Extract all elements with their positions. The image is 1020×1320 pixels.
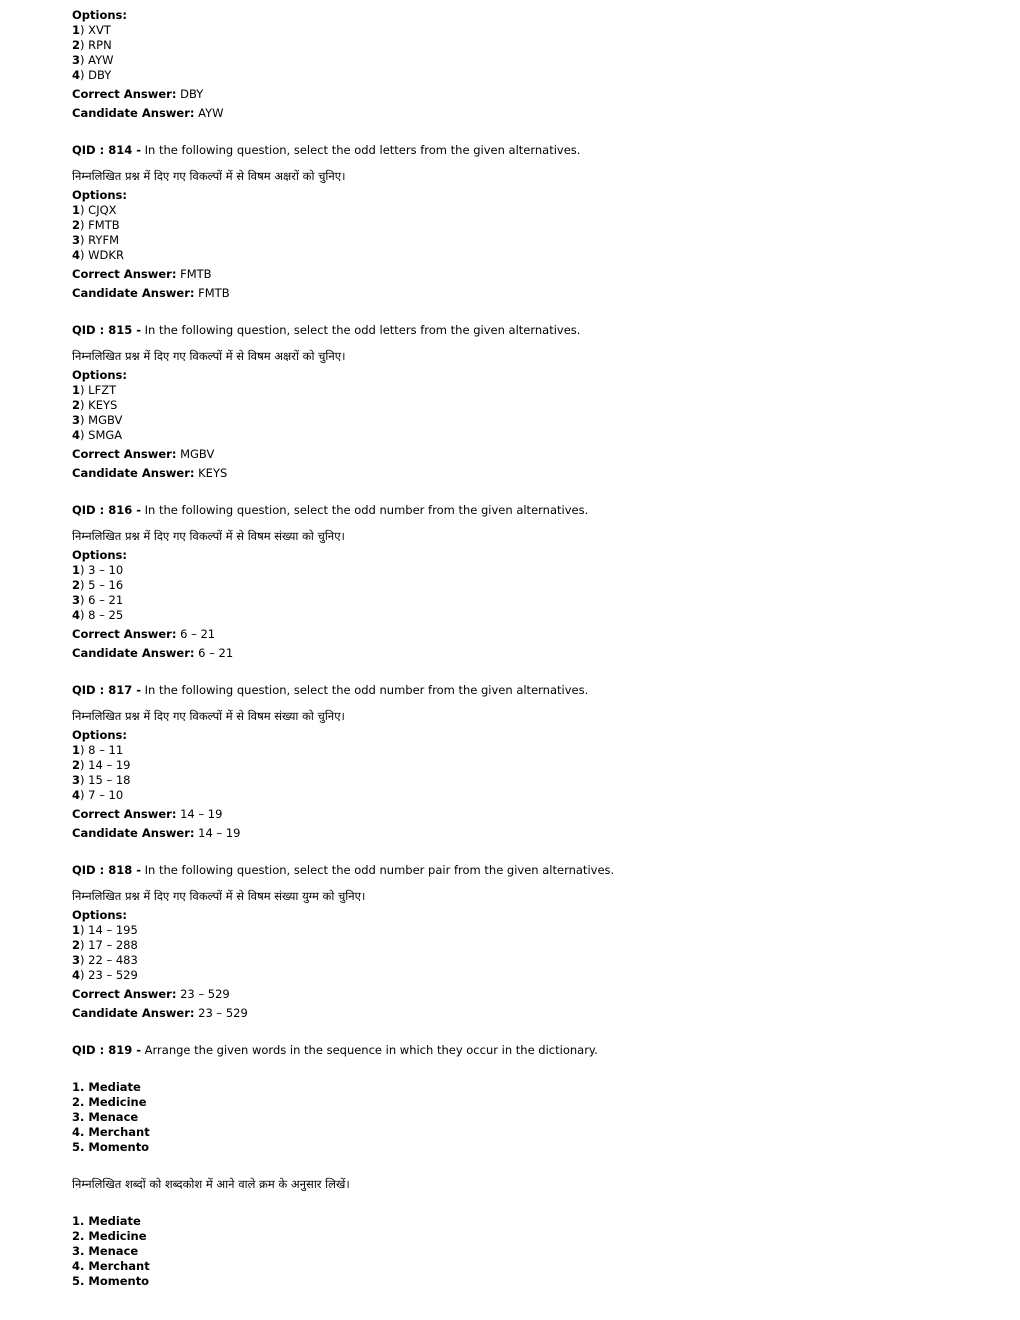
word-item: 4. Merchant xyxy=(72,1259,150,1273)
candidate-answer: Candidate Answer: KEYS xyxy=(72,466,228,480)
question-hindi: निम्नलिखित शब्दों को शब्दकोश में आने वाले क्रम के अनुसार लिखें। xyxy=(72,1177,350,1191)
question-block-819 xyxy=(72,1043,1020,1289)
word-item: 1. Mediate xyxy=(72,1080,141,1094)
candidate-answer: Candidate Answer: 6 – 21 xyxy=(72,646,234,660)
option-item: 4) SMGA xyxy=(72,428,123,442)
question-header: QID : 814 - In the following question, select the odd letters from the given alternatives. xyxy=(72,143,581,157)
correct-answer: Correct Answer: DBY xyxy=(72,87,204,101)
option-item: 3) 15 – 18 xyxy=(72,773,131,787)
options-label: Options: xyxy=(72,188,127,202)
option-item: 2) KEYS xyxy=(72,398,118,412)
question-block-817 xyxy=(72,683,1020,841)
candidate-answer: Candidate Answer: 23 – 529 xyxy=(72,1006,248,1020)
option-item: 4) DBY xyxy=(72,68,112,82)
correct-answer: Correct Answer: 14 – 19 xyxy=(72,807,223,821)
option-item: 1) CJQX xyxy=(72,203,117,217)
question-block-814 xyxy=(72,143,1020,301)
option-item: 3) AYW xyxy=(72,53,114,67)
question-hindi: निम्नलिखित प्रश्न में दिए गए विकल्पों में से विषम अक्षरों को चुनिए। xyxy=(72,169,346,183)
word-item: 2. Medicine xyxy=(72,1095,147,1109)
option-item: 4) 8 – 25 xyxy=(72,608,124,622)
option-item: 1) 14 – 195 xyxy=(72,923,138,937)
word-item: 1. Mediate xyxy=(72,1214,141,1228)
candidate-answer: Candidate Answer: FMTB xyxy=(72,286,230,300)
option-item: 3) MGBV xyxy=(72,413,123,427)
correct-answer: Correct Answer: MGBV xyxy=(72,447,215,461)
option-item: 4) 7 – 10 xyxy=(72,788,124,802)
question-header: QID : 817 - In the following question, select the odd number from the given alternatives. xyxy=(72,683,589,697)
candidate-answer: Candidate Answer: AYW xyxy=(72,106,224,120)
option-item: 2) RPN xyxy=(72,38,112,52)
option-item: 3) 6 – 21 xyxy=(72,593,124,607)
option-item: 2) 17 – 288 xyxy=(72,938,138,952)
correct-answer: Correct Answer: 6 – 21 xyxy=(72,627,216,641)
options-label: Options: xyxy=(72,368,127,382)
question-hindi: निम्नलिखित प्रश्न में दिए गए विकल्पों में से विषम संख्या को चुनिए। xyxy=(72,529,345,543)
word-item: 3. Menace xyxy=(72,1110,139,1124)
question-header: QID : 818 - In the following question, select the odd number pair from the given alternatives. xyxy=(72,863,615,877)
option-item: 1) XVT xyxy=(72,23,111,37)
word-item: 3. Menace xyxy=(72,1244,139,1258)
option-item: 3) RYFM xyxy=(72,233,119,247)
options-label: Options: xyxy=(72,908,127,922)
question-block-816 xyxy=(72,503,1020,661)
options-label: Options: xyxy=(72,728,127,742)
option-item: 1) 8 – 11 xyxy=(72,743,124,757)
options-label: Options: xyxy=(72,548,127,562)
question-block-815 xyxy=(72,323,1020,481)
correct-answer: Correct Answer: 23 – 529 xyxy=(72,987,230,1001)
word-item: 2. Medicine xyxy=(72,1229,147,1243)
question-block-818 xyxy=(72,863,1020,1021)
options-label: Options: xyxy=(72,8,127,22)
option-item: 4) WDKR xyxy=(72,248,124,262)
correct-answer: Correct Answer: FMTB xyxy=(72,267,212,281)
question-header: QID : 815 - In the following question, select the odd letters from the given alternatives. xyxy=(72,323,581,337)
option-item: 4) 23 – 529 xyxy=(72,968,138,982)
option-item: 1) 3 – 10 xyxy=(72,563,124,577)
word-item: 5. Momento xyxy=(72,1274,150,1288)
question-header: QID : 819 - Arrange the given words in the sequence in which they occur in the dictionary. xyxy=(72,1043,598,1057)
word-item: 5. Momento xyxy=(72,1140,150,1154)
option-item: 2) 5 – 16 xyxy=(72,578,124,592)
candidate-answer: Candidate Answer: 14 – 19 xyxy=(72,826,241,840)
word-item: 4. Merchant xyxy=(72,1125,150,1139)
option-item: 1) LFZT xyxy=(72,383,117,397)
top-answer-block xyxy=(72,8,1020,121)
question-hindi: निम्नलिखित प्रश्न में दिए गए विकल्पों में से विषम संख्या को चुनिए। xyxy=(72,709,345,723)
option-item: 2) FMTB xyxy=(72,218,120,232)
question-hindi: निम्नलिखित प्रश्न में दिए गए विकल्पों में से विषम संख्या युग्म को चुनिए। xyxy=(72,889,366,903)
question-header: QID : 816 - In the following question, select the odd number from the given alternatives. xyxy=(72,503,589,517)
option-item: 2) 14 – 19 xyxy=(72,758,131,772)
option-item: 3) 22 – 483 xyxy=(72,953,138,967)
question-hindi: निम्नलिखित प्रश्न में दिए गए विकल्पों में से विषम अक्षरों को चुनिए। xyxy=(72,349,346,363)
